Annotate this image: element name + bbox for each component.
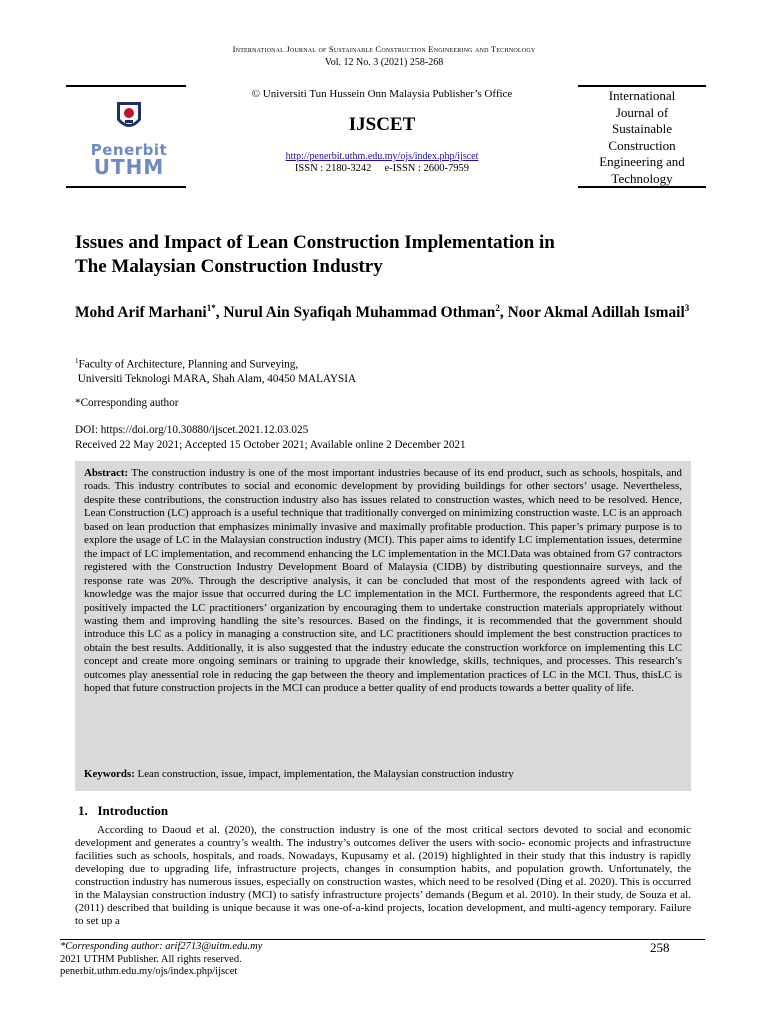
abstract-text: The construction industry is one of the most important industries because of its end product, such as schools, hospitals, and roads. This industry contributes to social and economic development by providing buildings for other sectors’ usage. Nevertheless, despite these contributions, the construction industry also has issues related to construction wastes, which need to be resolved. Hence, Lean Construction (LC) approach is a useful technique that traditionally converged on minimizing construction waste. LC is an approach based on lean production that emphasizes minimally invasive and maximally profitable production. This paper’s primary purpose is to explore the usage of LC in the Malaysian construction industry (MCI). This paper aims to identify LC implementation issues, determine the impact of LC implementation, and recommend enhancing the LC implementation in the MCI.Data was obtained from G7 contractors registered with the Construction Industry Development Board of Malaysia (CIDB) by distributing questionnaire surveys, and the response rate was 20%. Through the descriptive analysis, it can be concluded that most of the respondents agreed with lack of knowledge was the major issue that occurred during the LC implementation in the MCI. Furthermore, the respondents agreed that LC positively impacted the LC practitioners’ organization by encouraging them to undertake construction materials appropriately without wasting them and improving handling the site’s resources. Based on the findings, it is recommended that the government should introduce this LC as a policy in managing a construction site, and LC practitioners should implement the best construction practices to obtain the best results. Additionally, it is also suggested that the industry educate the construction workforce on implementing this LC concept and create more ongoing seminars or training to upgrade their knowledge, skills, techniques, and processes. This research’s outcomes play anessential role in reducing the gap between the theory and implementation practices of LC in the MCI. Thus, thisLC is hoped that future construction projects in the MCI can produce a better quality of end products towards a better quality of life. bbox=[84, 467, 682, 695]
journal-box-line: Sustainable bbox=[612, 121, 672, 137]
footer-site: penerbit.uthm.edu.my/ojs/index.php/ijscet bbox=[60, 966, 238, 978]
author-list bbox=[75, 297, 715, 324]
affiliation-line-1: Faculty of Architecture, Planning and Surveying, bbox=[78, 358, 299, 371]
page-number: 258 bbox=[650, 940, 670, 955]
author-1-sup: 1* bbox=[206, 303, 216, 313]
logo-line-2: UTHM bbox=[93, 155, 165, 179]
affiliation-sup: 1 bbox=[75, 357, 79, 365]
section-heading: 1. Introduction bbox=[78, 803, 169, 818]
footer-rule bbox=[60, 939, 705, 940]
introduction-body bbox=[75, 824, 691, 928]
footer-notes bbox=[60, 941, 262, 979]
author-1: Mohd Arif Marhani bbox=[75, 304, 207, 322]
footer-corresponding: *Corresponding author: arif2713@uitm.edu.my bbox=[60, 941, 263, 952]
received-dates: Received 22 May 2021; Accepted 15 October 2021; Available online 2 December 2021 bbox=[75, 438, 466, 451]
title-line-2: The Malaysian Construction Industry bbox=[75, 256, 383, 277]
header-rule-right-top bbox=[578, 85, 706, 87]
journal-box-line: Engineering and bbox=[599, 154, 685, 170]
abstract-label: Abstract: bbox=[84, 467, 129, 479]
article-dates bbox=[75, 423, 466, 452]
keywords-label: Keywords: bbox=[84, 768, 135, 780]
author-sep: , bbox=[499, 304, 508, 322]
author-2: Nurul Ain Syafiqah Muhammad Othman bbox=[223, 304, 496, 322]
journal-volume: Vol. 12 No. 3 (2021) 258-268 bbox=[324, 57, 444, 68]
title-line-1: Issues and Impact of Lean Construction Implementation in bbox=[75, 232, 555, 253]
issn-line: ISSN : 2180-3242 e-ISSN : 2600-7959 bbox=[294, 163, 470, 174]
journal-acronym: IJSCET bbox=[348, 114, 416, 135]
author-3: Noor Akmal Adillah Ismail bbox=[507, 304, 685, 322]
journal-running-head: International Journal of Sustainable Construction Engineering and Technology bbox=[232, 44, 536, 54]
publisher-logo bbox=[84, 98, 174, 178]
journal-url-link[interactable]: http://penerbit.uthm.edu.my/ojs/index.php/ijscet bbox=[285, 151, 479, 162]
journal-box-line: Construction bbox=[608, 137, 676, 153]
author-sep: , bbox=[215, 304, 224, 322]
affiliation bbox=[75, 354, 715, 386]
doi-link[interactable]: DOI: https://doi.org/10.30880/ijscet.2021.12.03.025 bbox=[75, 424, 309, 436]
footer-copyright: 2021 UTHM Publisher. All rights reserved. bbox=[60, 953, 242, 965]
author-3-sup: 3 bbox=[684, 303, 690, 313]
publisher-office: © Universiti Tun Hussein Onn Malaysia Publisher’s Office bbox=[251, 88, 513, 100]
crest-icon bbox=[84, 98, 174, 138]
journal-name-box bbox=[578, 88, 706, 188]
header-rule-left-top bbox=[66, 85, 186, 87]
keywords-text: Lean construction, issue, impact, implementation, the Malaysian construction industry bbox=[134, 768, 514, 780]
journal-box-line: International bbox=[608, 88, 676, 103]
journal-box-line: Journal of bbox=[615, 104, 669, 120]
paper-title bbox=[75, 231, 715, 279]
author-2-sup: 2 bbox=[495, 303, 500, 313]
affiliation-line-2: Universiti Teknologi MARA, Shah Alam, 40450 MALAYSIA bbox=[75, 372, 357, 385]
abstract-box bbox=[75, 461, 691, 791]
header-rule-left-bottom bbox=[66, 186, 186, 188]
logo-line-1: Penerbit bbox=[90, 141, 168, 159]
intro-paragraph: According to Daoud et al. (2020), the construction industry is one of the most critical sectors devoted to social and economic development and generates a country’s wealth. The industry’s outcomes deliver the users with socio- economic projects and infrastructure facilities such as schools, hospitals, and roads. Nowadays, Kupusamy et al. (2019) highlighted in their study that this industry is rapidly developing due to upgrading life, infrastructure projects, changes in consumption habits, and population growth. Unfortunately, the construction industry has numerous issues, especially on construction wastes, which need to be resolved (Ding et al. 2020). This is occurred in the Malaysian construction industry (MCI) to satisfy infrastructure projects’ demands (Begum et al. 2010). In their study, de Souza et al. (2011) described that building is unique because it was one-of-a-kind projects, location development, and multi-agency temporary. Failure to set up a bbox=[75, 824, 691, 928]
keywords bbox=[84, 768, 682, 781]
journal-box-line: Technology bbox=[611, 170, 673, 186]
corresponding-note: *Corresponding author bbox=[75, 397, 179, 409]
